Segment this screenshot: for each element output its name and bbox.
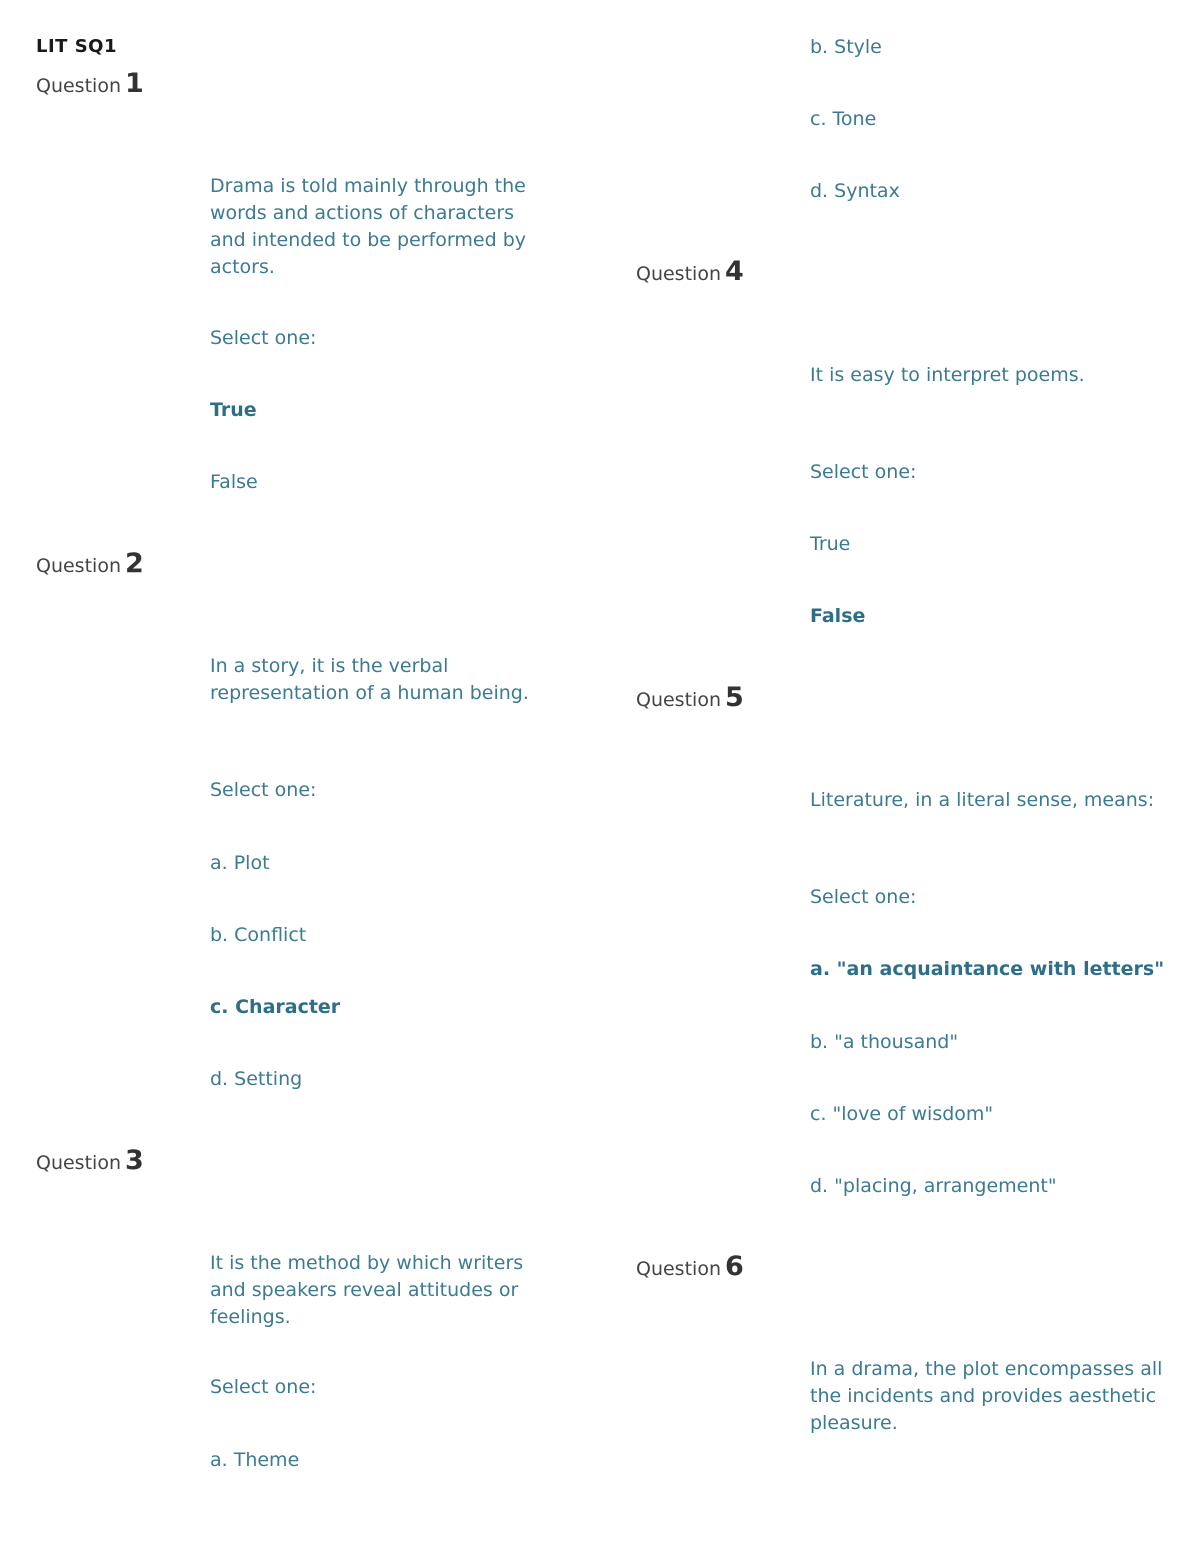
question-1-option-false[interactable]: False — [210, 471, 258, 493]
question-2-select-one: Select one: — [210, 779, 317, 801]
question-1-option-true[interactable]: True — [210, 399, 257, 421]
question-4-option-true[interactable]: True — [810, 533, 851, 555]
question-number: 2 — [124, 548, 144, 579]
question-word: Question — [636, 689, 721, 711]
question-6-label — [636, 1251, 744, 1282]
question-word: Question — [36, 555, 121, 577]
question-5-label — [636, 682, 744, 713]
question-word: Question — [36, 75, 121, 97]
question-2-option-d[interactable]: d. Setting — [210, 1068, 303, 1090]
question-2-option-a[interactable]: a. Plot — [210, 852, 270, 874]
question-4-option-false[interactable]: False — [810, 605, 866, 627]
question-5-text: Literature, in a literal sense, means: — [810, 789, 1155, 811]
question-2-option-c[interactable]: c. Character — [210, 996, 341, 1018]
question-3-select-one: Select one: — [210, 1376, 317, 1398]
question-2-option-b[interactable]: b. Conflict — [210, 924, 307, 946]
question-3-label — [36, 1145, 144, 1176]
question-1-text: Drama is told mainly through the words and actions of characters and intended to be performed by actors. — [210, 175, 526, 278]
question-4-select-one: Select one: — [810, 461, 917, 483]
question-number: 6 — [724, 1251, 744, 1282]
question-3-option-d[interactable]: d. Syntax — [810, 180, 900, 202]
question-5-option-d[interactable]: d. "placing, arrangement" — [810, 1175, 1057, 1197]
question-word: Question — [636, 1258, 721, 1280]
question-word: Question — [36, 1152, 121, 1174]
question-number: 4 — [724, 256, 744, 287]
question-3-option-a[interactable]: a. Theme — [210, 1449, 300, 1471]
question-number: 5 — [724, 682, 744, 713]
question-4-label — [636, 256, 744, 287]
question-word: Question — [636, 263, 721, 285]
question-number: 1 — [124, 68, 144, 99]
question-1-select-one: Select one: — [210, 327, 317, 349]
question-3-option-c[interactable]: c. Tone — [810, 108, 877, 130]
question-3-text: It is the method by which writers and speakers reveal attitudes or feelings. — [210, 1252, 524, 1328]
question-5-option-c[interactable]: c. "love of wisdom" — [810, 1103, 994, 1125]
question-3-option-b[interactable]: b. Style — [810, 36, 882, 58]
question-5-option-b[interactable]: b. "a thousand" — [810, 1031, 959, 1053]
document-title: LIT SQ1 — [36, 36, 118, 57]
question-2-label — [36, 548, 144, 579]
question-number: 3 — [124, 1145, 144, 1176]
question-6-text: In a drama, the plot encompasses all the incidents and provides aesthetic pleasure. — [810, 1358, 1163, 1434]
question-1-label — [36, 68, 144, 99]
question-4-text: It is easy to interpret poems. — [810, 364, 1085, 386]
question-5-select-one: Select one: — [810, 886, 917, 908]
question-5-option-a[interactable]: a. "an acquaintance with letters" — [810, 958, 1165, 980]
question-2-text: In a story, it is the verbal representation of a human being. — [210, 655, 529, 704]
